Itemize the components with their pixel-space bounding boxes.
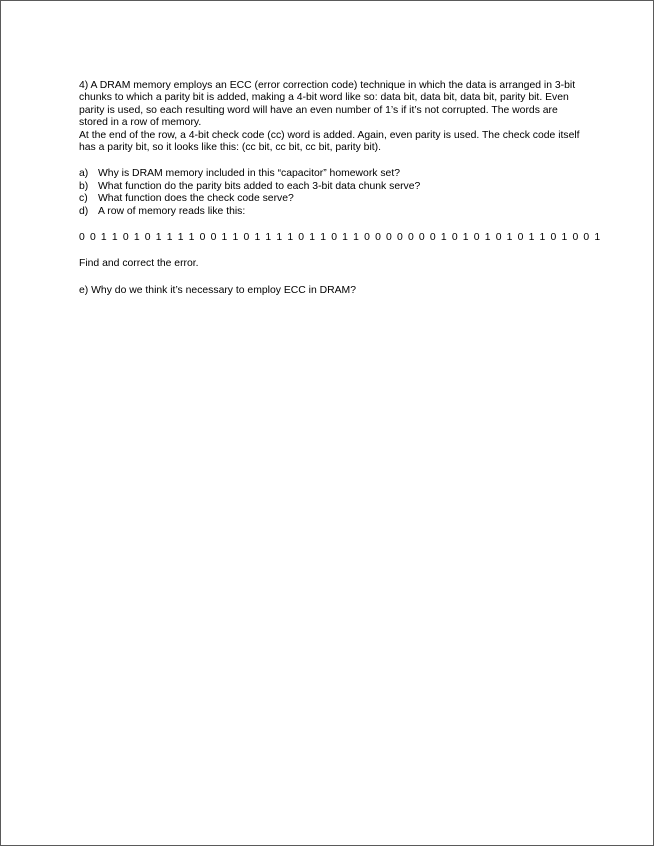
document-content: [79, 80, 602, 297]
question-text: A row of memory reads like this:: [98, 205, 246, 217]
question-label: c): [79, 193, 88, 205]
question-item-b: [79, 181, 585, 193]
question-text: What function does the check code serve?: [98, 193, 294, 205]
question-label: b): [79, 180, 89, 192]
memory-row-bits: 0 0 1 1 0 1 0 1 1 1 1 0 0 1 1 0 1 1 1 1 0 1 1 0 1 1 0 0 0 0 0 0 0 1 0 1 0 1 0 1 0 1 1 0 1 0 0 1: [79, 232, 602, 244]
question-text: Why is DRAM memory included in this “capacitor” homework set?: [98, 168, 400, 180]
question-label: a): [79, 168, 89, 180]
spacer: [79, 218, 585, 232]
spacer: [79, 271, 585, 285]
intro-paragraph-2: At the end of the row, a 4-bit check code (cc) word is added. Again, even parity is used. The check code itself has a parity bit, so it looks like this: (cc bit, cc bit, cc bit, parity bit).: [79, 129, 580, 154]
intro-paragraph-1: 4) A DRAM memory employs an ECC (error correction code) technique in which the data is arranged in 3-bit chunks to which a parity bit is added, making a 4-bit word like so: data bit, data bit, data bit, parity bit. Even parity is used, so each resulting word will have an even number of 1’s if it’s not corrupted. The words are stored in a row of memory.: [79, 80, 576, 129]
find-error-instruction: Find and correct the error.: [79, 258, 199, 270]
spacer: [79, 154, 585, 168]
question-list: [79, 168, 585, 218]
question-item-d: [79, 206, 585, 218]
question-item-a: [79, 168, 585, 180]
question-item-c: [79, 193, 585, 205]
question-label: d): [79, 205, 89, 217]
question-text: What function do the parity bits added to each 3-bit data chunk serve?: [98, 180, 421, 192]
question-e: e) Why do we think it’s necessary to employ ECC in DRAM?: [79, 284, 356, 296]
spacer: [79, 244, 585, 258]
